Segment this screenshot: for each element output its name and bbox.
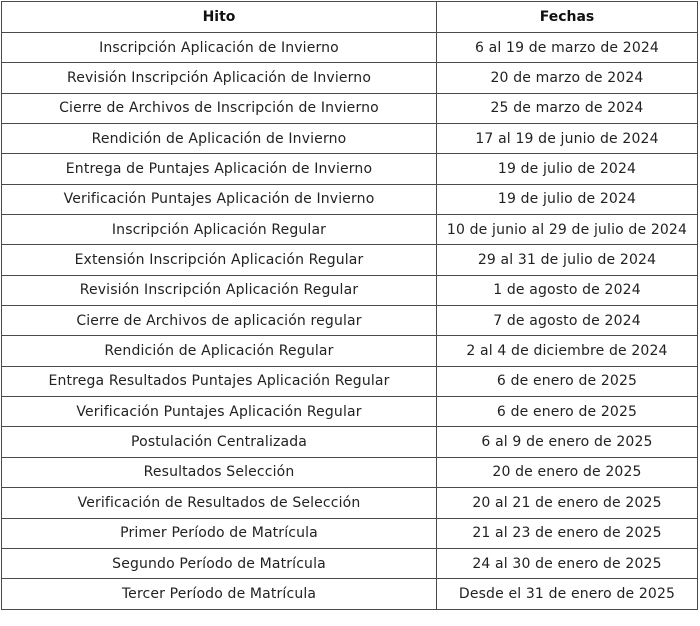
hito-cell: Rendición de Aplicación de Invierno <box>2 124 437 154</box>
schedule-table <box>1 1 698 610</box>
table-row <box>2 366 698 396</box>
hito-cell: Resultados Selección <box>2 457 437 487</box>
hito-cell: Entrega Resultados Puntajes Aplicación Regular <box>2 366 437 396</box>
hito-cell: Extensión Inscripción Aplicación Regular <box>2 245 437 275</box>
hito-cell: Segundo Período de Matrícula <box>2 548 437 578</box>
table-header <box>2 2 698 33</box>
hito-cell: Verificación Puntajes Aplicación de Invierno <box>2 184 437 214</box>
table-row <box>2 579 698 609</box>
table-row <box>2 245 698 275</box>
table-row <box>2 397 698 427</box>
header-row <box>2 2 698 33</box>
fecha-cell: 19 de julio de 2024 <box>437 154 698 184</box>
table-row <box>2 63 698 93</box>
fecha-cell: 25 de marzo de 2024 <box>437 93 698 123</box>
table-row <box>2 275 698 305</box>
fecha-cell: 24 al 30 de enero de 2025 <box>437 548 698 578</box>
table-row <box>2 154 698 184</box>
table-row <box>2 427 698 457</box>
hito-cell: Verificación de Resultados de Selección <box>2 488 437 518</box>
fecha-cell: 20 de marzo de 2024 <box>437 63 698 93</box>
fecha-cell: 6 de enero de 2025 <box>437 397 698 427</box>
fecha-cell: 20 de enero de 2025 <box>437 457 698 487</box>
table-row <box>2 124 698 154</box>
fecha-cell: 2 al 4 de diciembre de 2024 <box>437 336 698 366</box>
table-row <box>2 306 698 336</box>
fecha-cell: 17 al 19 de junio de 2024 <box>437 124 698 154</box>
table-row <box>2 457 698 487</box>
hito-cell: Rendición de Aplicación Regular <box>2 336 437 366</box>
hito-cell: Primer Período de Matrícula <box>2 518 437 548</box>
table-row <box>2 488 698 518</box>
table-row <box>2 336 698 366</box>
fecha-cell: 6 al 9 de enero de 2025 <box>437 427 698 457</box>
hito-cell: Revisión Inscripción Aplicación de Invierno <box>2 63 437 93</box>
fecha-cell: 21 al 23 de enero de 2025 <box>437 518 698 548</box>
fecha-cell: 10 de junio al 29 de julio de 2024 <box>437 215 698 245</box>
hito-cell: Revisión Inscripción Aplicación Regular <box>2 275 437 305</box>
fecha-cell: 20 al 21 de enero de 2025 <box>437 488 698 518</box>
table-row <box>2 215 698 245</box>
fecha-cell: 1 de agosto de 2024 <box>437 275 698 305</box>
table-row <box>2 93 698 123</box>
fecha-cell: 6 al 19 de marzo de 2024 <box>437 33 698 63</box>
header-hito: Hito <box>2 2 437 33</box>
hito-cell: Inscripción Aplicación Regular <box>2 215 437 245</box>
fecha-cell: 29 al 31 de julio de 2024 <box>437 245 698 275</box>
hito-cell: Inscripción Aplicación de Invierno <box>2 33 437 63</box>
fecha-cell: 6 de enero de 2025 <box>437 366 698 396</box>
fecha-cell: 7 de agosto de 2024 <box>437 306 698 336</box>
fecha-cell: Desde el 31 de enero de 2025 <box>437 579 698 609</box>
hito-cell: Postulación Centralizada <box>2 427 437 457</box>
table-body <box>2 33 698 610</box>
table-row <box>2 184 698 214</box>
hito-cell: Tercer Período de Matrícula <box>2 579 437 609</box>
fecha-cell: 19 de julio de 2024 <box>437 184 698 214</box>
table-row <box>2 33 698 63</box>
table-row <box>2 518 698 548</box>
hito-cell: Verificación Puntajes Aplicación Regular <box>2 397 437 427</box>
table-row <box>2 548 698 578</box>
hito-cell: Entrega de Puntajes Aplicación de Invierno <box>2 154 437 184</box>
header-fechas: Fechas <box>437 2 698 33</box>
hito-cell: Cierre de Archivos de Inscripción de Invierno <box>2 93 437 123</box>
hito-cell: Cierre de Archivos de aplicación regular <box>2 306 437 336</box>
